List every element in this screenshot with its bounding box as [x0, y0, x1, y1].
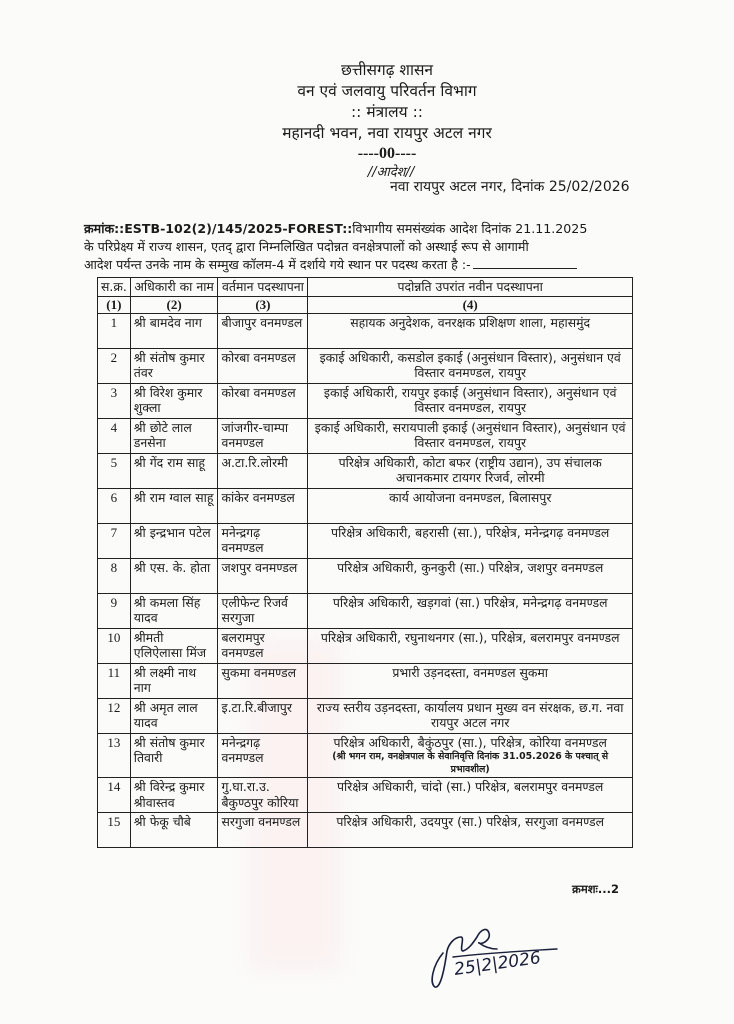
- table-row: [98, 628, 633, 663]
- table-row: [98, 418, 633, 453]
- current-posting: जांजगीर-चाम्पा वनमण्डल: [218, 418, 308, 453]
- new-posting: परिक्षेत्र अधिकारी, उदयपुर (सा.) परिक्षेत्र, सरगुजा वनमण्डल: [308, 813, 633, 848]
- posting-table: [97, 277, 633, 848]
- body-line-1-text: विभागीय समसंख्यंक आदेश दिनांक 21.11.2025: [352, 221, 588, 236]
- row-sno: 4: [98, 418, 131, 453]
- officer-name: श्री फेकू चौबे: [130, 813, 218, 848]
- header-separator: ----00----: [357, 145, 417, 162]
- row-sno: 8: [98, 558, 131, 593]
- body-line-3-text: आदेश पर्यन्त उनके नाम के सम्मुख कॉलम-4 में दर्शाये गये स्थान पर पदस्थ करता है :-: [84, 257, 471, 272]
- current-posting: मनेन्द्रगढ़ वनमण्डल: [218, 733, 308, 778]
- department-name: वन एवं जलवायु परिवर्तन विभाग: [297, 82, 477, 100]
- column-number: (4): [308, 296, 633, 313]
- column-number: (2): [130, 296, 218, 313]
- order-body-paragraph: [84, 220, 640, 274]
- body-line-1: [84, 220, 640, 238]
- current-posting: बलरामपुर वनमण्डल: [218, 628, 308, 663]
- officer-name: श्री अमृत लाल यादव: [130, 698, 218, 733]
- row-sno: 12: [98, 698, 131, 733]
- table-row: [98, 698, 633, 733]
- new-posting: कार्य आयोजना वनमण्डल, बिलासपुर: [308, 488, 633, 523]
- current-posting: एलीफेन्ट रिजर्व सरगुजा: [218, 593, 308, 628]
- row-sno: 15: [98, 813, 131, 848]
- svg-text:25|2|2026: 25|2|2026: [452, 948, 543, 980]
- signature-scribble-icon: [425, 915, 595, 990]
- table-row: [98, 733, 633, 778]
- current-posting: कोरबा वनमण्डल: [218, 383, 308, 418]
- new-posting: राज्य स्तरीय उड़नदस्ता, कार्यालय प्रधान मुख्य वन संरक्षक, छ.ग. नवा रायपुर अटल नगर: [308, 698, 633, 733]
- body-line-3: [84, 256, 640, 274]
- officer-name: श्रीमती एलिऐलासा मिंज: [130, 628, 218, 663]
- current-posting: गु.घा.रा.उ. बैकुण्ठपुर कोरिया: [218, 778, 308, 813]
- row-sno: 13: [98, 733, 131, 778]
- ministry-label: :: मंत्रालय ::: [350, 103, 424, 121]
- officer-name: श्री विरेश कुमार शुक्ला: [130, 383, 218, 418]
- new-posting: इकाई अधिकारी, कसडोल इकाई (अनुसंधान विस्तार), अनुसंधान एवं विस्तार वनमण्डल, रायपुर: [308, 348, 633, 383]
- header-officer-name: अधिकारी का नाम: [130, 278, 218, 297]
- new-posting: परिक्षेत्र अधिकारी, खड़गवां (सा.) परिक्षेत्र, मनेन्द्रगढ़ वनमण्डल: [308, 593, 633, 628]
- table-row: [98, 523, 633, 558]
- new-posting: परिक्षेत्र अधिकारी, चांदो (सा.) परिक्षेत्र, बलरामपुर वनमण्डल: [308, 778, 633, 813]
- new-posting: परिक्षेत्र अधिकारी, कोटा बफर (राष्ट्रीय उद्यान), उप संचालक अचानकमार टायगर रिजर्व, लोरमी: [308, 453, 633, 488]
- officer-name: श्री छोटे लाल डनसेना: [130, 418, 218, 453]
- current-posting: सरगुजा वनमण्डल: [218, 813, 308, 848]
- underline-rule: [473, 268, 577, 269]
- current-posting: अ.टा.रि.लोरमी: [218, 453, 308, 488]
- table-row: [98, 663, 633, 698]
- officer-name: श्री कमला सिंह यादव: [130, 593, 218, 628]
- new-posting-cell: [308, 733, 633, 778]
- table-row: [98, 778, 633, 813]
- row-sno: 5: [98, 453, 131, 488]
- table-row: [98, 813, 633, 848]
- row-sno: 6: [98, 488, 131, 523]
- header-sno: स.क्र.: [98, 278, 131, 297]
- row-sno: 7: [98, 523, 131, 558]
- current-posting: मनेन्द्रगढ़ वनमण्डल: [218, 523, 308, 558]
- current-posting: सुकमा वनमण्डल: [218, 663, 308, 698]
- table-row: [98, 453, 633, 488]
- row-sno: 2: [98, 348, 131, 383]
- table-row: [98, 558, 633, 593]
- place-date: नवा रायपुर अटल नगर, दिनांक 25/02/2026: [390, 179, 630, 195]
- table-row: [98, 383, 633, 418]
- officer-name: श्री गेंद राम साहू: [130, 453, 218, 488]
- column-number-row: [98, 296, 633, 313]
- row-sno: 10: [98, 628, 131, 663]
- officer-name: श्री लक्ष्मी नाथ नाग: [130, 663, 218, 698]
- new-posting: इकाई अधिकारी, सरायपाली इकाई (अनुसंधान विस्तार), अनुसंधान एवं विस्तार वनमण्डल, रायपुर: [308, 418, 633, 453]
- officer-name: श्री संतोष कुमार तंवर: [130, 348, 218, 383]
- table-row: [98, 348, 633, 383]
- current-posting: जशपुर वनमण्डल: [218, 558, 308, 593]
- continued-marker: क्रमशः...2: [572, 882, 619, 896]
- govt-name: छत्तीसगढ़ शासन: [340, 61, 434, 79]
- row-sno: 3: [98, 383, 131, 418]
- new-posting: परिक्षेत्र अधिकारी, कुनकुरी (सा.) परिक्षेत्र, जशपुर वनमण्डल: [308, 558, 633, 593]
- new-posting: परिक्षेत्र अधिकारी, बहरासी (सा.), परिक्षेत्र, मनेन्द्रगढ़ वनमण्डल: [308, 523, 633, 558]
- table-row: [98, 488, 633, 523]
- table-row: [98, 593, 633, 628]
- order-reference-number: क्रमांक::ESTB-102(2)/145/2025-FOREST::: [84, 221, 353, 236]
- new-posting: परिक्षेत्र अधिकारी, बैकुंठपुर (सा.), परिक्षेत्र, कोरिया वनमण्डल: [333, 734, 607, 750]
- new-posting: परिक्षेत्र अधिकारी, रघुनाथनगर (सा.), परिक्षेत्र, बलरामपुर वनमण्डल: [308, 628, 633, 663]
- table-row: [98, 313, 633, 348]
- officer-name: श्री विरेन्द्र कुमार श्रीवास्तव: [130, 778, 218, 813]
- header-new-posting: पदोन्नति उपरांत नवीन पदस्थापना: [308, 278, 633, 297]
- body-line-2: के परिप्रेक्ष्य में राज्य शासन, एतद् द्वारा निम्नलिखित पदोन्नत वनक्षेत्रपालों को अस्थाई रूप से आगामी: [84, 239, 529, 254]
- officer-name: श्री बामदेव नाग: [130, 313, 218, 348]
- current-posting: बीजापुर वनमण्डल: [218, 313, 308, 348]
- row-sno: 14: [98, 778, 131, 813]
- table-header-row: [98, 278, 633, 297]
- row-sno: 9: [98, 593, 131, 628]
- order-label: //आदेश//: [367, 165, 415, 180]
- current-posting: कांकेर वनमण्डल: [218, 488, 308, 523]
- officer-name: श्री संतोष कुमार तिवारी: [130, 733, 218, 778]
- current-posting: इ.टा.रि.बीजापुर: [218, 698, 308, 733]
- row-sno: 11: [98, 663, 131, 698]
- row-sno: 1: [98, 313, 131, 348]
- officer-name: श्री एस. के. होता: [130, 558, 218, 593]
- posting-note: (श्री भगन राम, वनक्षेत्रपाल के सेवानिवृत्ति दिनांक 31.05.2026 के पश्चात् से प्रभावशील): [332, 751, 609, 775]
- officer-name: श्री राम ग्वाल साहू: [130, 488, 218, 523]
- column-number: (1): [98, 296, 131, 313]
- header-current-posting: वर्तमान पदस्थापना: [218, 278, 308, 297]
- column-number: (3): [218, 296, 308, 313]
- current-posting: कोरबा वनमण्डल: [218, 348, 308, 383]
- new-posting: प्रभारी उड़नदस्ता, वनमण्डल सुकमा: [308, 663, 633, 698]
- officer-name: श्री इन्द्रभान पटेल: [130, 523, 218, 558]
- office-address: महानदी भवन, नवा रायपुर अटल नगर: [282, 124, 492, 142]
- new-posting: इकाई अधिकारी, रायपुर इकाई (अनुसंधान विस्तार), अनुसंधान एवं विस्तार वनमण्डल, रायपुर: [308, 383, 633, 418]
- new-posting: सहायक अनुदेशक, वनरक्षक प्रशिक्षण शाला, महासमुंद: [308, 313, 633, 348]
- signature: [425, 915, 595, 990]
